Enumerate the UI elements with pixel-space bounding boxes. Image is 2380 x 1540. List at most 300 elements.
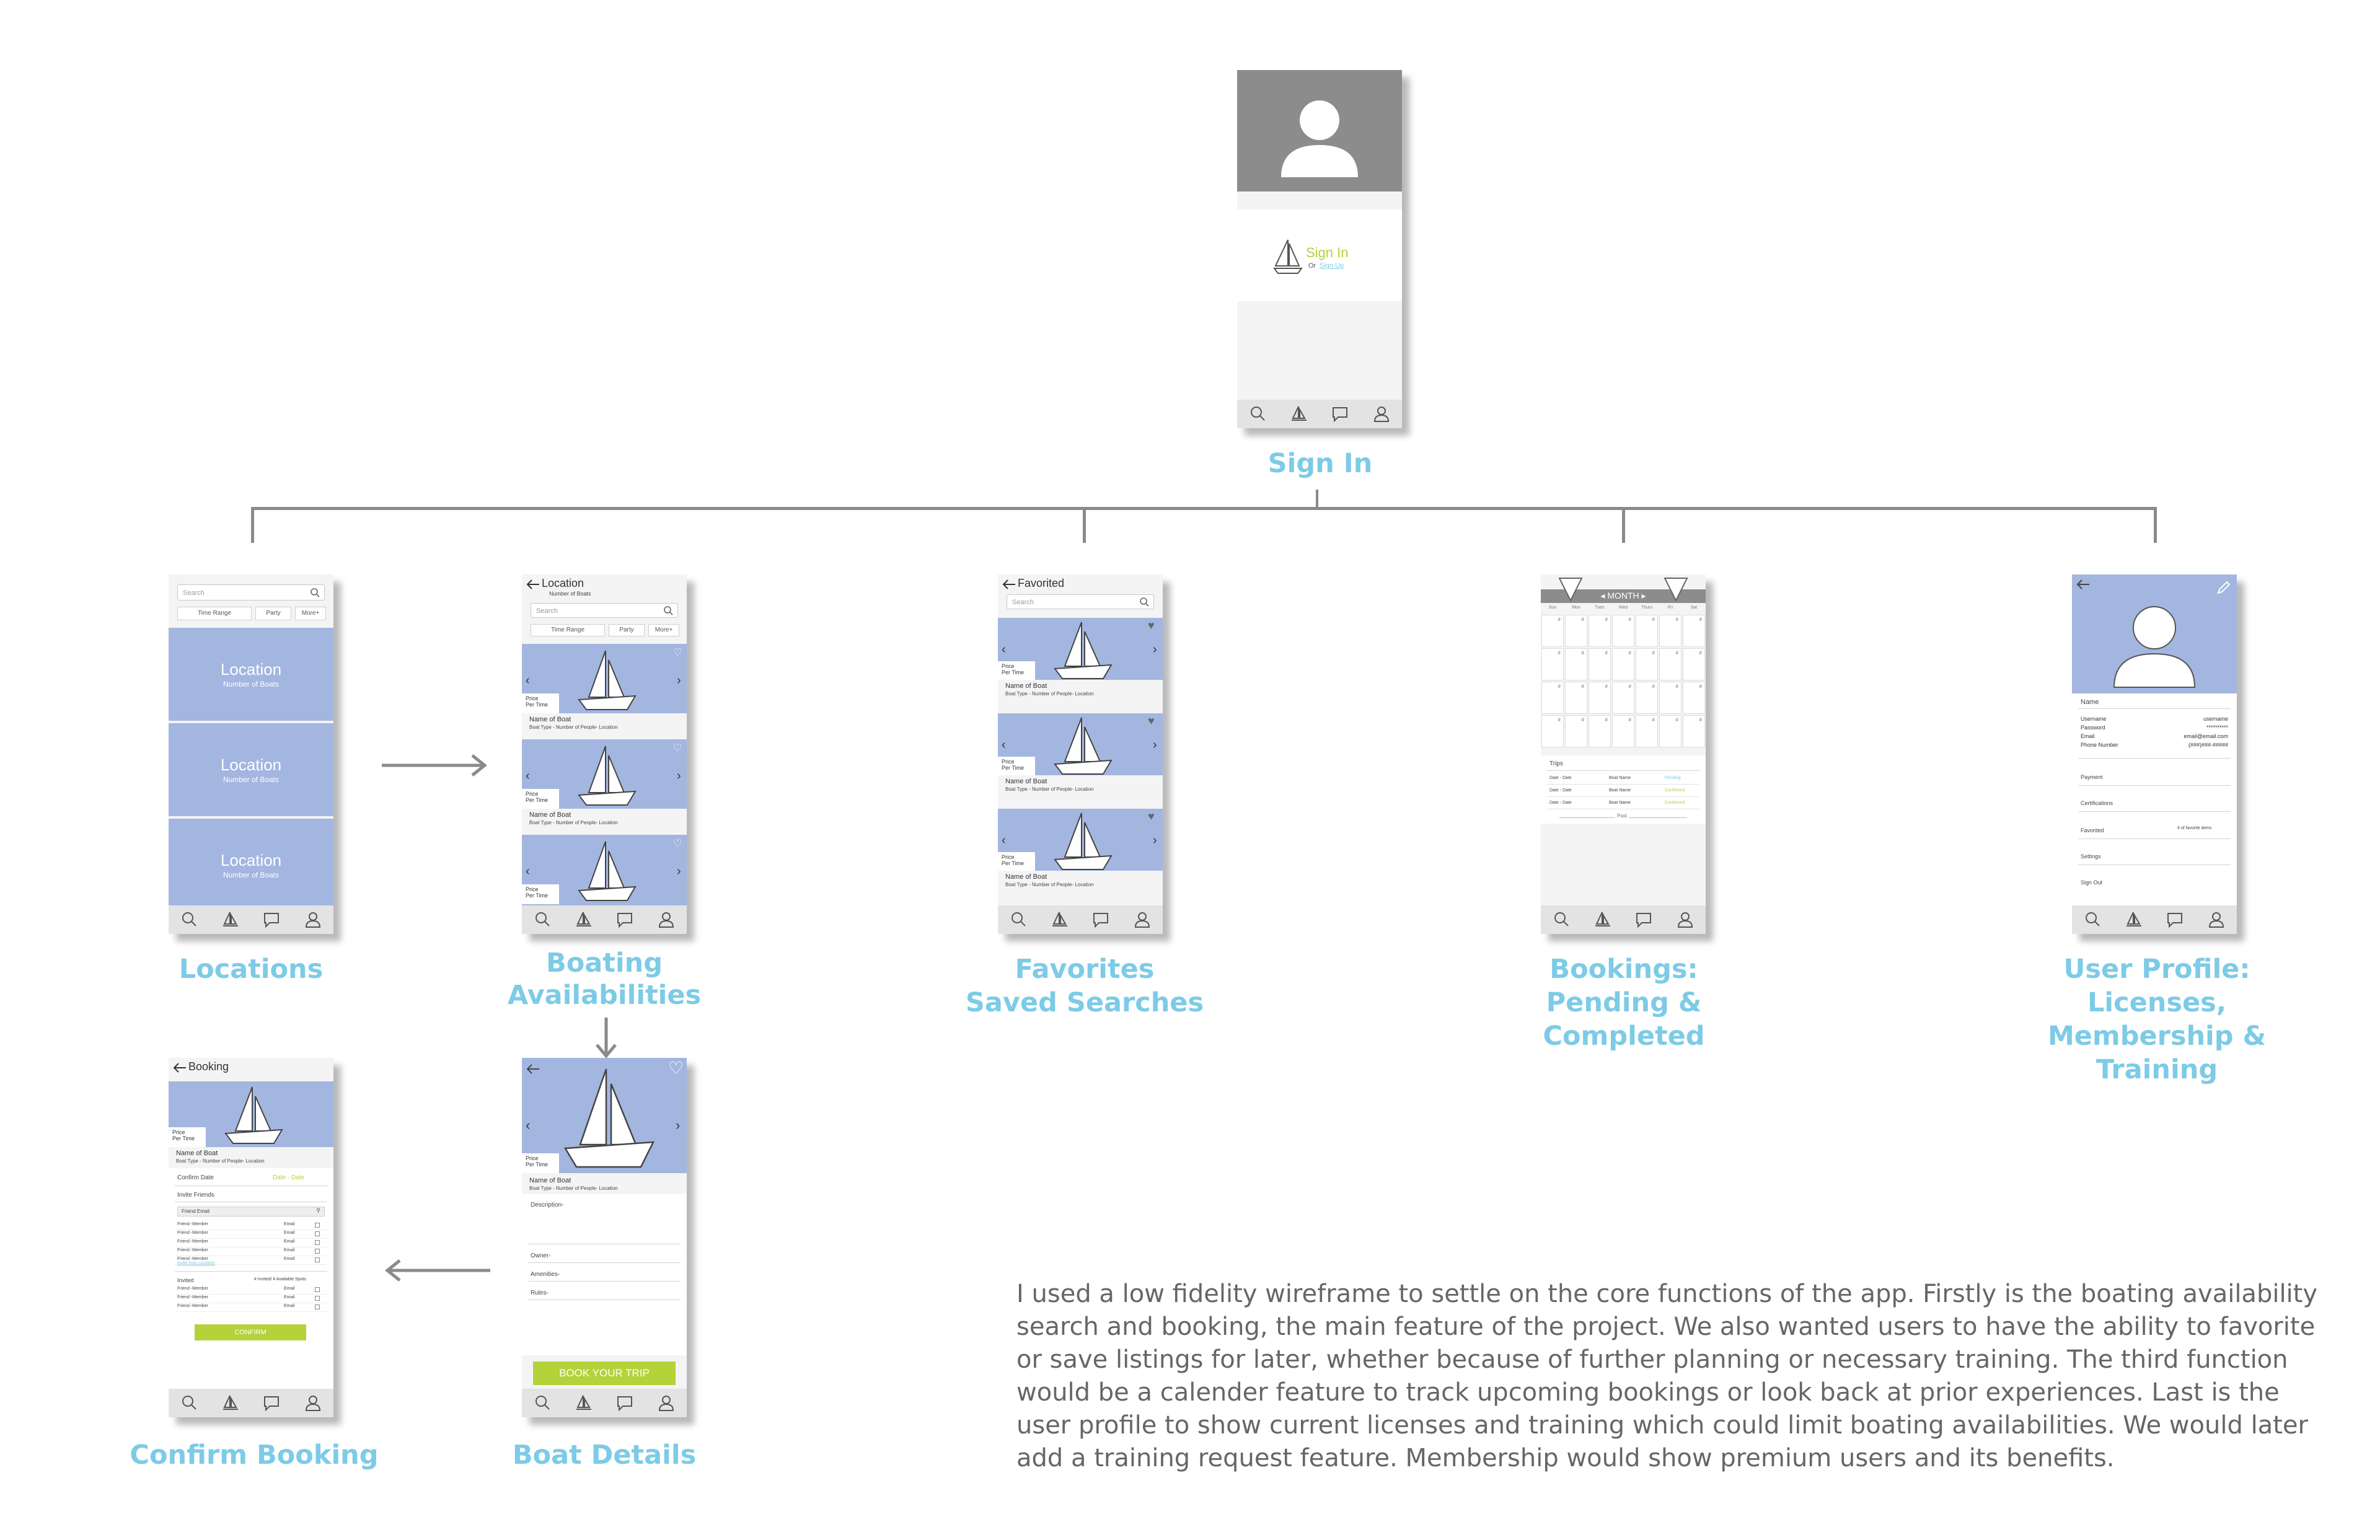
- profile-field-value: **********: [2206, 724, 2228, 731]
- caption-favorites-1: Favorites: [1015, 954, 1155, 985]
- filter-time-range[interactable]: Time Range: [531, 624, 605, 636]
- caption-bookings-1: Bookings:: [1549, 954, 1698, 985]
- sailboat-icon: [578, 743, 637, 808]
- calendar-day-cell[interactable]: [1612, 648, 1634, 680]
- location-title: Location: [220, 851, 282, 869]
- invite-friends-label: Invite Friends: [177, 1192, 215, 1199]
- chevron-left-icon[interactable]: ‹: [1002, 738, 1006, 752]
- day-number: #: [1558, 684, 1561, 689]
- day-number: #: [1652, 617, 1655, 622]
- heart-filled-icon[interactable]: ♥: [1148, 619, 1155, 631]
- profile-nav-icon[interactable]: [1676, 910, 1695, 929]
- profile-nav-icon[interactable]: [304, 910, 322, 929]
- search-icon: [663, 605, 674, 616]
- search-nav-icon[interactable]: [533, 910, 552, 929]
- booking-form: [169, 1168, 333, 1389]
- search-icon: [1139, 596, 1150, 607]
- name-label: Name: [2081, 698, 2099, 706]
- avatar-icon: [2109, 598, 2200, 689]
- owner-label: Owner-: [531, 1252, 551, 1259]
- location-subtitle: Number of Boats: [223, 871, 280, 879]
- search-nav-icon[interactable]: [180, 910, 198, 929]
- sign-out-item[interactable]: Sign Out: [2081, 879, 2103, 886]
- calendar-day-cell[interactable]: [1541, 615, 1564, 647]
- signup-link[interactable]: Sign Up: [1320, 262, 1344, 270]
- boat-nav-icon[interactable]: [221, 910, 240, 929]
- screen-title: Favorited: [1018, 577, 1065, 589]
- arrow-right-icon: [379, 753, 491, 778]
- chat-nav-icon[interactable]: [262, 1394, 281, 1412]
- caption-profile-3: Membership &: [2047, 1021, 2267, 1052]
- locations-screen: [169, 574, 333, 934]
- bottom-nav: [1541, 905, 1706, 934]
- weekday-label: Sat: [1690, 605, 1698, 610]
- boat-details-screen: [522, 1058, 687, 1417]
- price-tag: [522, 789, 559, 809]
- price-tag: [522, 1153, 559, 1173]
- friend-email: Email: [284, 1287, 295, 1291]
- calendar-day-cell[interactable]: [1636, 715, 1658, 747]
- caption-locations: Locations: [178, 954, 324, 985]
- chevron-right-icon[interactable]: ›: [677, 865, 681, 878]
- price-label: Price: [526, 695, 539, 702]
- sailboat-icon: [224, 1084, 283, 1146]
- friend-name: Friend -Member: [177, 1222, 208, 1226]
- chevron-right-icon[interactable]: ›: [1153, 643, 1157, 656]
- bottom-nav: [169, 1389, 333, 1417]
- invite-checkbox[interactable]: [315, 1223, 320, 1228]
- search-input[interactable]: Search: [1007, 594, 1154, 609]
- calendar-day-cell[interactable]: [1541, 648, 1564, 680]
- signin-screen: [1237, 70, 1402, 428]
- calendar-day-cell[interactable]: [1612, 615, 1634, 647]
- calendar-day-cell[interactable]: [1683, 682, 1705, 714]
- divider: [175, 1271, 327, 1272]
- per-time-label: Per Time: [1002, 860, 1025, 866]
- invite-checkbox[interactable]: [315, 1231, 320, 1236]
- friend-row[interactable]: [175, 1230, 327, 1239]
- confirm-button-label: CONFIRM: [234, 1329, 267, 1336]
- invite-checkbox[interactable]: [315, 1296, 320, 1301]
- day-number: #: [1558, 617, 1561, 622]
- search-nav-icon[interactable]: [180, 1394, 198, 1412]
- profile-info: [2072, 693, 2237, 905]
- search-input[interactable]: Search: [177, 584, 325, 601]
- invited-label: Invited: [177, 1277, 194, 1283]
- profile-field-label: Username: [2081, 716, 2107, 722]
- filter-party[interactable]: Party: [609, 624, 645, 636]
- calendar-day-cell[interactable]: [1541, 682, 1564, 714]
- chevron-right-icon[interactable]: ›: [1153, 834, 1157, 847]
- calendar-day-cell[interactable]: [1683, 648, 1705, 680]
- sailboat-icon: [1054, 810, 1113, 872]
- profile-screen: [2072, 574, 2237, 934]
- friend-row[interactable]: [175, 1286, 327, 1295]
- profile-nav-icon[interactable]: [304, 1394, 322, 1412]
- past-label[interactable]: Past: [1615, 813, 1629, 819]
- boat-name: Name of Boat: [529, 1177, 571, 1184]
- chat-nav-icon[interactable]: [262, 910, 281, 929]
- invite-checkbox[interactable]: [315, 1305, 320, 1309]
- price-label: Price: [1002, 854, 1015, 860]
- price-label: Price: [172, 1129, 185, 1135]
- calendar-day-cell[interactable]: [1565, 615, 1587, 647]
- heart-icon[interactable]: ♡: [673, 648, 682, 658]
- per-time-label: Per Time: [1002, 669, 1025, 675]
- day-number: #: [1699, 717, 1702, 723]
- price-tag: [169, 1127, 206, 1147]
- boat-nav-icon[interactable]: [2125, 910, 2143, 929]
- calendar-day-cell[interactable]: [1612, 715, 1634, 747]
- back-arrow-icon[interactable]: [172, 1062, 187, 1074]
- back-arrow-icon[interactable]: [526, 578, 540, 591]
- date-range-value[interactable]: Date - Date: [273, 1174, 305, 1181]
- friend-row[interactable]: [175, 1239, 327, 1247]
- tree-connector-drop-2: [1083, 507, 1086, 543]
- screen-title: Booking: [188, 1060, 229, 1073]
- boat-name: Name of Boat: [529, 811, 571, 819]
- filter-more[interactable]: More+: [648, 624, 679, 636]
- friend-email: Email: [284, 1231, 295, 1235]
- search-nav-icon[interactable]: [1009, 910, 1028, 929]
- trip-row[interactable]: [1547, 786, 1699, 797]
- day-number: #: [1675, 717, 1678, 723]
- boat-nav-icon[interactable]: [1290, 405, 1308, 423]
- day-number: #: [1675, 617, 1678, 622]
- trip-status: Confirmed: [1665, 788, 1685, 793]
- filter-time-range[interactable]: Time Range: [177, 607, 252, 620]
- back-arrow-icon[interactable]: [2076, 578, 2091, 591]
- next-month-icon[interactable]: ▸: [1641, 591, 1646, 601]
- trip-row[interactable]: [1547, 799, 1699, 809]
- divider: [1547, 770, 1699, 771]
- trip-row[interactable]: [1547, 774, 1699, 785]
- sailboat-icon: [563, 1065, 656, 1171]
- sailboat-icon: [578, 648, 637, 713]
- chevron-right-icon[interactable]: ›: [677, 769, 681, 783]
- price-tag: [998, 661, 1035, 680]
- weekday-row: [1541, 604, 1706, 614]
- trip-status: Confirmed: [1665, 801, 1685, 805]
- heart-filled-icon[interactable]: ♥: [1148, 715, 1155, 727]
- friend-email-input[interactable]: [177, 1207, 325, 1217]
- friend-email-placeholder: Friend Email: [182, 1208, 209, 1214]
- profile-nav-icon[interactable]: [657, 1394, 676, 1412]
- filter-party[interactable]: Party: [255, 607, 291, 620]
- invite-checkbox[interactable]: [315, 1240, 320, 1245]
- boat-name: Name of Boat: [1005, 778, 1047, 785]
- calendar-day-cell[interactable]: [1683, 715, 1705, 747]
- caption-confirm-booking: Confirm Booking: [130, 1440, 379, 1471]
- per-time-label: Per Time: [172, 1135, 195, 1142]
- per-time-label: Per Time: [526, 892, 549, 899]
- day-number: #: [1581, 617, 1584, 622]
- profile-field-label: Phone Number: [2081, 742, 2118, 748]
- friend-row[interactable]: [175, 1295, 327, 1303]
- friend-row[interactable]: [175, 1247, 327, 1256]
- trips-label: Trips: [1549, 760, 1563, 767]
- boat-meta: Boat Type - Number of People- Location: [1005, 882, 1094, 887]
- day-number: #: [1581, 717, 1584, 723]
- day-number: #: [1605, 717, 1608, 723]
- calendar-day-cell[interactable]: [1565, 648, 1587, 680]
- arrow-left-icon: [381, 1258, 493, 1283]
- tree-connector-drop-1: [251, 507, 254, 543]
- calendar-day-cell[interactable]: [1659, 648, 1681, 680]
- price-tag: [522, 884, 559, 904]
- chat-nav-icon[interactable]: [2166, 910, 2184, 929]
- search-nav-icon[interactable]: [1248, 405, 1267, 423]
- friend-email: Email: [284, 1304, 295, 1308]
- bottom-nav: [169, 905, 333, 934]
- chat-nav-icon[interactable]: [1634, 910, 1653, 929]
- calendar-day-cell[interactable]: [1683, 615, 1705, 647]
- favorited-item[interactable]: Favorited: [2081, 827, 2104, 834]
- divider: [2078, 838, 2231, 839]
- day-number: #: [1699, 617, 1702, 622]
- friend-email: Email: [284, 1257, 295, 1261]
- location-card[interactable]: [169, 628, 333, 721]
- price-tag: [998, 852, 1035, 871]
- day-number: #: [1628, 684, 1631, 689]
- weekday-label: Sun: [1548, 605, 1557, 610]
- chat-nav-icon[interactable]: [615, 910, 634, 929]
- payment-item[interactable]: Payment: [2081, 774, 2103, 780]
- divider: [2078, 758, 2231, 759]
- chat-nav-icon[interactable]: [1091, 910, 1110, 929]
- friend-name: Friend -Member: [177, 1304, 208, 1308]
- month-label[interactable]: [1541, 591, 1706, 601]
- chevron-left-icon[interactable]: ‹: [526, 674, 530, 687]
- boat-nav-icon[interactable]: [575, 910, 593, 929]
- profile-field-label: Email: [2081, 733, 2095, 739]
- friend-email: Email: [284, 1295, 295, 1300]
- screen-subtitle: Number of Boats: [549, 591, 591, 597]
- caption-availabilities-2: Availabilities: [507, 980, 702, 1011]
- invite-checkbox[interactable]: [315, 1287, 320, 1292]
- weekday-label: Fri: [1667, 605, 1673, 610]
- back-arrow-icon[interactable]: [526, 1063, 540, 1075]
- back-arrow-icon[interactable]: [1002, 578, 1016, 591]
- trip-date: Date - Date: [1549, 776, 1572, 780]
- tree-connector-drop-3: [1622, 507, 1625, 543]
- caption-availabilities-1: Boating: [545, 948, 663, 979]
- confirm-button[interactable]: [195, 1324, 306, 1340]
- or-text: Or: [1308, 262, 1316, 270]
- calendar-day-cell[interactable]: [1541, 715, 1564, 747]
- calendar-day-cell[interactable]: [1565, 715, 1587, 747]
- chevron-left-icon[interactable]: ‹: [526, 865, 530, 878]
- day-number: #: [1652, 717, 1655, 723]
- day-number: #: [1558, 650, 1561, 656]
- calendar-day-cell[interactable]: [1612, 682, 1634, 714]
- heart-icon[interactable]: ♡: [673, 743, 682, 754]
- price-label: Price: [1002, 663, 1015, 669]
- boat-name: Name of Boat: [529, 716, 571, 723]
- day-number: #: [1699, 650, 1702, 656]
- sailboat-icon: [1054, 619, 1113, 681]
- calendar-grid: [1541, 614, 1706, 748]
- boat-nav-icon[interactable]: [575, 1394, 593, 1412]
- calendar-day-cell[interactable]: [1589, 615, 1611, 647]
- arrow-down-icon: [594, 1016, 619, 1060]
- divider: [528, 1262, 681, 1263]
- calendar-day-cell[interactable]: [1659, 682, 1681, 714]
- caption-signin: Sign In: [1267, 448, 1373, 479]
- boat-name: Name of Boat: [1005, 682, 1047, 690]
- price-label: Price: [526, 791, 539, 797]
- tree-connector-vertical-top: [1316, 490, 1318, 508]
- invite-from-contacts-link[interactable]: Invite from contacts: [177, 1261, 215, 1265]
- calendar-day-cell[interactable]: [1589, 682, 1611, 714]
- trip-boat: Boat Name: [1609, 801, 1631, 805]
- invite-checkbox[interactable]: [315, 1257, 320, 1262]
- chevron-left-icon[interactable]: ‹: [526, 1117, 531, 1133]
- calendar-day-cell[interactable]: [1636, 648, 1658, 680]
- divider: [528, 1281, 681, 1282]
- availabilities-screen: [522, 574, 687, 934]
- friend-name: Friend -Member: [177, 1287, 208, 1291]
- price-tag: [998, 757, 1035, 775]
- invited-legend: # Invited/ # Available Spots: [254, 1277, 306, 1282]
- friend-row[interactable]: [175, 1221, 327, 1230]
- chevron-right-icon[interactable]: ›: [677, 674, 681, 687]
- trip-date: Date - Date: [1549, 801, 1572, 805]
- sailboat-logo-icon: [1273, 237, 1303, 275]
- price-label: Price: [526, 1155, 539, 1161]
- boat-nav-icon[interactable]: [1593, 910, 1612, 929]
- filter-more[interactable]: More+: [295, 607, 326, 620]
- search-nav-icon[interactable]: [2083, 910, 2102, 929]
- location-title: Location: [220, 755, 282, 774]
- caption-favorites-2: Saved Searches: [965, 987, 1204, 1018]
- search-nav-icon[interactable]: [1552, 910, 1571, 929]
- friend-name: Friend -Member: [177, 1248, 208, 1252]
- friend-email: Email: [284, 1248, 295, 1252]
- friend-email: Email: [284, 1239, 295, 1244]
- weekday-label: Mon: [1572, 605, 1580, 610]
- boat-nav-icon[interactable]: [1051, 910, 1069, 929]
- calendar-day-cell[interactable]: [1589, 648, 1611, 680]
- month-text: MONTH: [1607, 591, 1639, 601]
- calendar-day-cell[interactable]: [1589, 715, 1611, 747]
- chevron-left-icon[interactable]: ‹: [526, 769, 530, 783]
- price-label: Price: [526, 886, 539, 892]
- edit-pencil-icon[interactable]: [2216, 579, 2232, 596]
- price-tag: [522, 693, 559, 713]
- profile-field-label: Password: [2081, 724, 2105, 731]
- profile-nav-icon[interactable]: [1372, 405, 1391, 423]
- day-number: #: [1675, 650, 1678, 656]
- friend-name: Friend -Member: [177, 1231, 208, 1235]
- boat-name: Name of Boat: [176, 1150, 218, 1157]
- location-card[interactable]: [169, 819, 333, 905]
- trips-panel: [1541, 755, 1706, 824]
- search-nav-icon[interactable]: [533, 1394, 552, 1412]
- invite-checkbox[interactable]: [315, 1249, 320, 1254]
- favorites-screen: [998, 574, 1163, 934]
- profile-nav-icon[interactable]: [1133, 910, 1152, 929]
- caption-boat-details: Boat Details: [512, 1440, 697, 1471]
- caption-bookings-3: Completed: [1543, 1021, 1705, 1052]
- chevron-right-icon[interactable]: ›: [1153, 738, 1157, 752]
- boat-nav-icon[interactable]: [221, 1394, 240, 1412]
- calendar-day-cell[interactable]: [1565, 682, 1587, 714]
- day-number: #: [1581, 684, 1584, 689]
- friend-row[interactable]: [175, 1303, 327, 1312]
- calendar-day-cell[interactable]: [1659, 715, 1681, 747]
- caption-bookings-2: Pending &: [1546, 987, 1702, 1018]
- calendar-day-cell[interactable]: [1659, 615, 1681, 647]
- bottom-nav: [1237, 400, 1402, 428]
- day-number: #: [1581, 650, 1584, 656]
- chevron-right-icon[interactable]: ›: [676, 1117, 681, 1133]
- chevron-left-icon[interactable]: ‹: [1002, 643, 1006, 656]
- weekday-label: Wed: [1618, 605, 1628, 610]
- friend-name: Friend -Member: [177, 1239, 208, 1244]
- location-card[interactable]: [169, 723, 333, 816]
- trip-date: Date - Date: [1549, 788, 1572, 793]
- friend-email: Email: [284, 1222, 295, 1226]
- calendar-day-cell[interactable]: [1636, 615, 1658, 647]
- per-time-label: Per Time: [526, 797, 549, 803]
- settings-item[interactable]: Settings: [2081, 853, 2101, 860]
- boat-meta: Boat Type - Number of People- Location: [529, 724, 618, 730]
- divider: [2078, 708, 2231, 709]
- chat-nav-icon[interactable]: [615, 1394, 634, 1412]
- description-paragraph: I used a low fidelity wireframe to settle on the core functions of the app. Firstly is the boating availability search and booking, the main feature of the project. We also wanted users to have the ability to favorite or save listings for later, whether because of further planning or necessary training. The third function would be a calender feature to track upcoming bookings or look back at prior experiences. Last is the user profile to show current licenses and training which could limit boating availabilities. We would later add a training request feature. Membership would show premium users and its benefits.: [1016, 1280, 2318, 1472]
- heart-icon[interactable]: ♡: [673, 838, 682, 849]
- prev-month-icon[interactable]: ◂: [1600, 591, 1605, 601]
- location-subtitle: Number of Boats: [223, 775, 280, 784]
- day-number: #: [1605, 650, 1608, 656]
- chat-nav-icon[interactable]: [1331, 405, 1349, 423]
- boat-name: Name of Boat: [1005, 873, 1047, 881]
- search-input[interactable]: Search: [531, 603, 678, 618]
- certifications-item[interactable]: Certifications: [2081, 800, 2113, 806]
- per-time-label: Per Time: [526, 1161, 549, 1168]
- trip-status: Pending: [1665, 776, 1681, 780]
- details-panel: [522, 1194, 687, 1355]
- tree-connector-horizontal: [251, 507, 2157, 510]
- bottom-nav: [998, 905, 1163, 934]
- weekday-label: Thurs: [1641, 605, 1652, 610]
- avatar-icon: [1276, 92, 1363, 178]
- friend-name: Friend -Member: [177, 1257, 208, 1261]
- caption-profile-1: User Profile:: [2063, 954, 2250, 985]
- trip-boat: Boat Name: [1609, 788, 1631, 793]
- caption-profile-4: Training: [2096, 1054, 2218, 1085]
- location-title: Location: [220, 660, 282, 679]
- heart-icon[interactable]: ♡: [668, 1058, 684, 1078]
- search-icon: [309, 587, 320, 598]
- weekday-label: Tues: [1595, 605, 1605, 610]
- day-number: #: [1628, 717, 1631, 723]
- heart-filled-icon[interactable]: ♥: [1148, 810, 1155, 822]
- favorited-count: # of favorite items: [2177, 826, 2212, 830]
- per-time-label: Per Time: [526, 702, 549, 708]
- bottom-nav: [522, 1389, 687, 1417]
- profile-field-value: (###)###-#####: [2188, 742, 2228, 748]
- boat-meta: Boat Type - Number of People- Location: [529, 820, 618, 825]
- profile-nav-icon[interactable]: [657, 910, 676, 929]
- signin-link[interactable]: Sign In: [1306, 245, 1349, 260]
- day-number: #: [1675, 684, 1678, 689]
- book-trip-button[interactable]: [533, 1362, 676, 1385]
- profile-nav-icon[interactable]: [2207, 910, 2226, 929]
- calendar-day-cell[interactable]: [1636, 682, 1658, 714]
- chevron-left-icon[interactable]: ‹: [1002, 834, 1006, 847]
